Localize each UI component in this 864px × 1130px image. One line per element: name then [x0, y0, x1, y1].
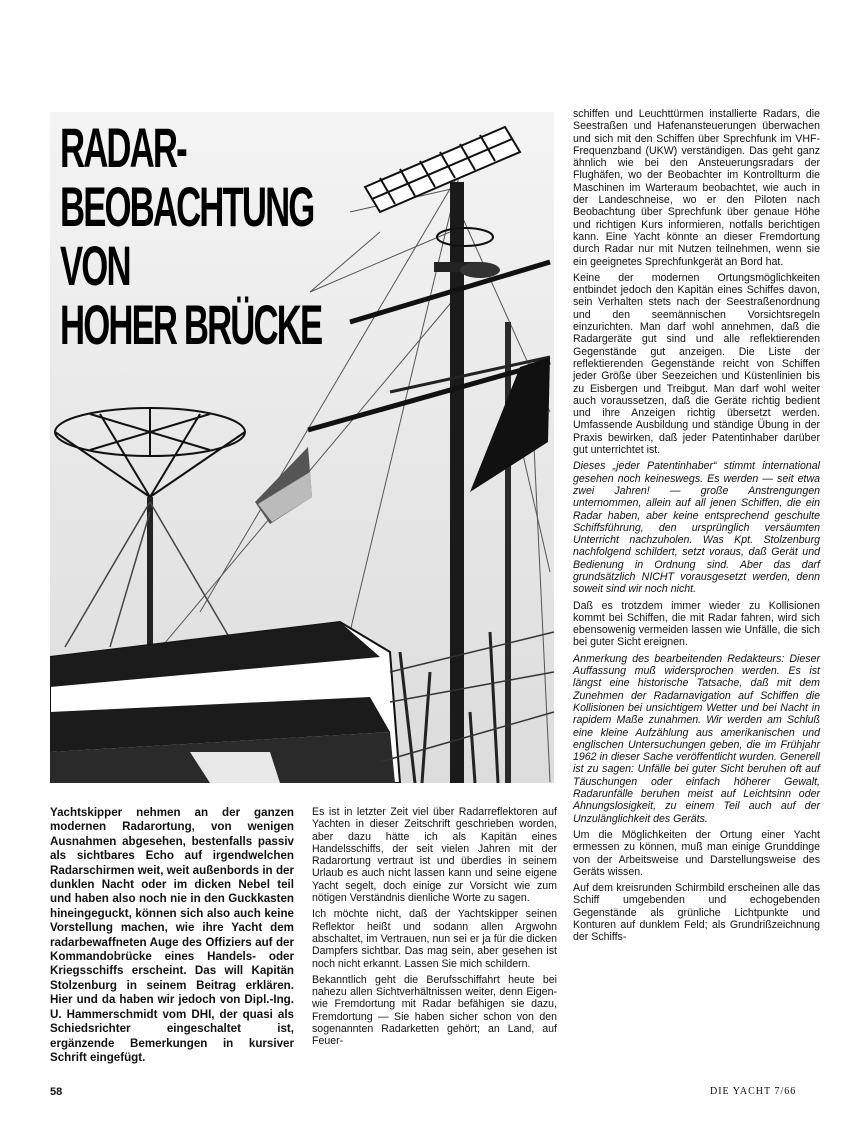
right-paragraph-6: Um die Möglichkeiten der Ortung einer Yacht ermessen zu können, muß man einige Grunddinge von der Arbeitsweise und Darstellungsweise des Geräts wissen. [573, 828, 820, 878]
headline-line-4: HOHER BRÜCKE [60, 293, 322, 356]
right-paragraph-2: Keine der modernen Ortungsmöglichkeiten entbindet jedoch den Kapitän eines Schiffes davon, sein Verhalten stets nach der Seestraßenordnung und den seemännischen Vorsichtsregeln einzurichten. Man darf wohl annehmen, daß die Radargeräte gut sind und alle reflektierenden Gegenstände gut anzeigen. Die Liste der reflektierenden Gegenstände reicht von Schiffen jeder Größe über Seezeichen und Küstenlinien bis zu Eisbergen und Treibgut. Man darf wohl weiter auch voraussetzen, daß die Geräte richtig bedient und ihre Anzeigen richtig übersetzt werden. Umfassende Ausbildung und ständige Übung in der Praxis bewirken, daß jeder Patentinhaber darüber gut unterrichtet ist. [573, 271, 820, 457]
middle-paragraph-1: Es ist in letzter Zeit viel über Radarreflektoren auf Yachten in dieser Zeitschrift geschrieben worden, aber dazu hätte ich als Kapitän eines Handelsschiffs, der seit vielen Jahren mit der Radarortung vertraut ist und überdies in seinem Urlaub es auch nicht lassen kann und seine eigene Yacht segelt, doch einige zur Vorsicht wie zum nötigen Verständnis dienliche Worte zu sagen. [312, 806, 557, 905]
right-paragraph-7: Auf dem kreisrunden Schirmbild erscheinen alle das Schiff umgebenden und echogebenden Gegenstände als grünliche Lichtpunkte und Konturen auf dunklem Feld; als Grundrißzeichnung der Schiffs- [573, 882, 820, 944]
headline-line-3: VON [60, 234, 130, 297]
right-paragraph-4: Daß es trotzdem immer wieder zu Kollisionen kommt bei Schiffen, die mit Radar fahren, wird sich ebensowenig vermeiden lassen wie Unfälle, die sich bei guter Sicht ereignen. [573, 599, 820, 649]
right-paragraph-3-italic: Dieses „jeder Patentinhaber“ stimmt international gesehen noch keineswegs. Es werden — seit etwa zwei Jahren! — große Anstrengungen unternommen, allein auf all jenen Schiffen, die ein Radar haben, aber keine entsprechend geschulte Schiffsführung, den ursprünglich versäumten Unterricht nachzuholen. Was Kpt. Stolzenburg nachfolgend schildert, setzt voraus, daß Gerät und Bedienung in Ordnung sind. Aber das darf grundsätzlich NICHT vorausgesetzt werden, denn soweit sind wir noch nicht. [573, 460, 820, 596]
article-headline [60, 116, 322, 356]
right-column [573, 108, 820, 948]
headline-line-2: BEOBACHTUNG [60, 175, 314, 238]
lead-paragraph: Yachtskipper nehmen an der ganzen modernen Radarortung, von wenigen Ausnahmen abgesehen, bestenfalls passiv als sichtbares Echo auf irgendwelchen Radarschirmen weit, weit außenbords in der dunklen Nacht oder im dicken Nebel teil und haben also noch nie in den Guckkasten hineingeguckt, können sich also auch keine Vorstellung machen, wie ihre Yacht dem radarbewaffneten Auge des Offiziers auf der Kommandobrücke eines Handels- oder Kriegsschiffs erscheint. Das will Kapitän Stolzenburg in seinem Beitrag erklären. Hier und da haben wir jedoch von Dipl.-Ing. U. Hammerschmidt vom DHI, der quasi als Schiedsrichter eingeschaltet ist, ergänzende Bemerkungen in kursiver Schrift eingefügt. [50, 806, 294, 1064]
page-number: 58 [50, 1086, 63, 1098]
right-paragraph-1: schiffen und Leuchttürmen installierte Radars, die Seestraßen und Hafenansteuerungen überwachen und sich mit den Schiffen über Sprechfunk im VHF-Frequenzband (UKW) verständigen. Das geht ganz ähnlich wie bei den Ansteuerungsradars der Flughäfen, wo der Beobachter im Kontrollturm die Maschinen im Warteraum beobachtet, wie auch in der Landeschneise, wo er den Piloten nach Beobachtung über Sprechfunk über genaue Höhe und richtigen Kurs informieren, notfalls berichtigen kann. Eine Yacht könnte an dieser Fremdortung durch Radar nur mit Nutzen teilnehmen, wenn sie ein geeignetes Sprechfunkgerät an Bord hat. [573, 108, 820, 268]
middle-paragraph-2: Ich möchte nicht, daß der Yachtskipper seinen Reflektor heißt und sodann allen Argwohn abschaltet, im Vertrauen, nun sei er ja für die dicken Dampfers sichtbar. Das mag sein, aber gesehen ist noch nicht erkannt. Lassen Sie mich schildern. [312, 908, 557, 970]
middle-column [312, 806, 557, 1052]
middle-paragraph-3: Bekanntlich geht die Berufsschiffahrt heute bei nahezu allen Sichtverhältnissen weiter, denn Eigen- wie Fremdortung mit Radar befähigen sie dazu, Fremdortung — Sie haben sicher schon von den sogenannten Radarketten gehört; an Land, auf Feuer- [312, 973, 557, 1048]
right-paragraph-5-italic: Anmerkung des bearbeitenden Redakteurs: Dieser Auffassung muß widersprochen werden. Es ist längst eine historische Tatsache, daß mit dem Zunehmen der Radarnavigation auf Schiffen die Kollisionen bei unsichtigem Wetter und bei Nacht in rapidem Maße zunahmen. Wir werden am Schluß eine kleine Aufzählung aus amerikanischen und englischen Untersuchungen geben, die im Frühjahr 1962 in dieser Sache veröffentlicht wurden. Generell ist zu sagen: Unfälle bei guter Sicht beruhen oft auf Täuschungen oder einfach höherer Gewalt, Radarunfälle beruhen meist auf Leichtsinn oder Ahnungslosigkeit, zu einem Teil auch auf der Unzulänglichkeit des Geräts. [573, 652, 820, 825]
headline-line-1: RADAR- [60, 116, 186, 179]
magazine-issue: DIE YACHT 7/66 [710, 1086, 797, 1097]
